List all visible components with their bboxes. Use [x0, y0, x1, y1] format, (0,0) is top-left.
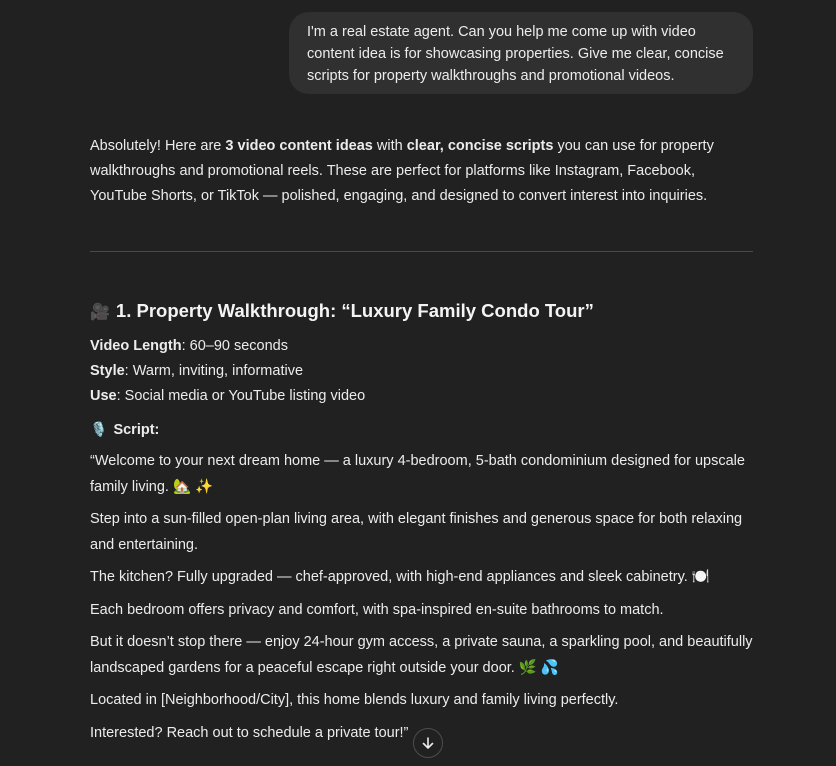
- meta-use: [90, 384, 754, 409]
- meta-style: [90, 359, 754, 384]
- script-paragraph: The kitchen? Fully upgraded — chef-approved, with high-end appliances and sleek cabinetry. 🍽️: [90, 569, 710, 585]
- section-title: 1. Property Walkthrough: “Luxury Family Condo Tour”: [115, 300, 594, 321]
- script-label-text: Script:: [113, 422, 160, 438]
- script-paragraph: Interested? Reach out to schedule a private tour!”: [90, 724, 409, 741]
- script-label: [90, 417, 754, 443]
- assistant-message: [90, 134, 754, 209]
- script-body: [90, 449, 754, 746]
- meta-value: : Social media or YouTube listing video: [116, 388, 366, 404]
- meta-value: : Warm, inviting, informative: [124, 363, 304, 379]
- user-message-bubble: I'm a real estate agent. Can you help me come up with video content idea is for showcasing properties. Give me clear, concise scripts for property walkthroughs and promotional videos.: [289, 12, 753, 94]
- script-paragraph: But it doesn’t stop there — enjoy 24-hour gym access, a private sauna, a sparkling pool, and beautifully landscaped gardens for a peaceful escape right outside your door. 🌿 💦: [90, 634, 753, 676]
- video-camera-icon: 🎥: [90, 304, 110, 321]
- meta-video-length: [90, 334, 754, 359]
- meta-label: Video Length: [90, 338, 182, 354]
- meta-label: Use: [90, 388, 117, 404]
- meta-value: : 60–90 seconds: [181, 338, 288, 354]
- section-heading: [90, 298, 754, 326]
- section-divider: [90, 251, 753, 252]
- script-paragraph: Step into a sun-filled open-plan living area, with elegant finishes and generous space for both relaxing and entertaining.: [90, 511, 743, 553]
- video-meta: [90, 334, 754, 409]
- section-walkthrough: [90, 298, 754, 753]
- intro-text-3: you can use for property walkthroughs and promotional reels. These are perfect for platforms like Instagram, Facebook, YouTube Shorts, or TikTok — polished, engaging, and designed to convert interest into inquiries.: [90, 138, 714, 204]
- script-paragraph: “Welcome to your next dream home — a luxury 4-bedroom, 5-bath condominium designed for upscale family living. 🏡 ✨: [90, 453, 745, 495]
- intro-bold-1: 3 video content ideas: [225, 138, 373, 154]
- intro-text-2: with: [372, 138, 407, 154]
- scroll-to-bottom-button[interactable]: [413, 728, 443, 758]
- intro-paragraph: [90, 134, 754, 209]
- meta-label: Style: [90, 363, 125, 379]
- script-paragraph: Each bedroom offers privacy and comfort, with spa-inspired en-suite bathrooms to match.: [90, 601, 664, 618]
- microphone-icon: 🎙️: [90, 421, 108, 437]
- intro-text-1: Absolutely! Here are: [90, 138, 226, 154]
- arrow-down-icon: [421, 736, 435, 750]
- script-paragraph: Located in [Neighborhood/City], this home blends luxury and family living perfectly.: [90, 692, 619, 708]
- intro-bold-2: clear, concise scripts: [406, 138, 554, 154]
